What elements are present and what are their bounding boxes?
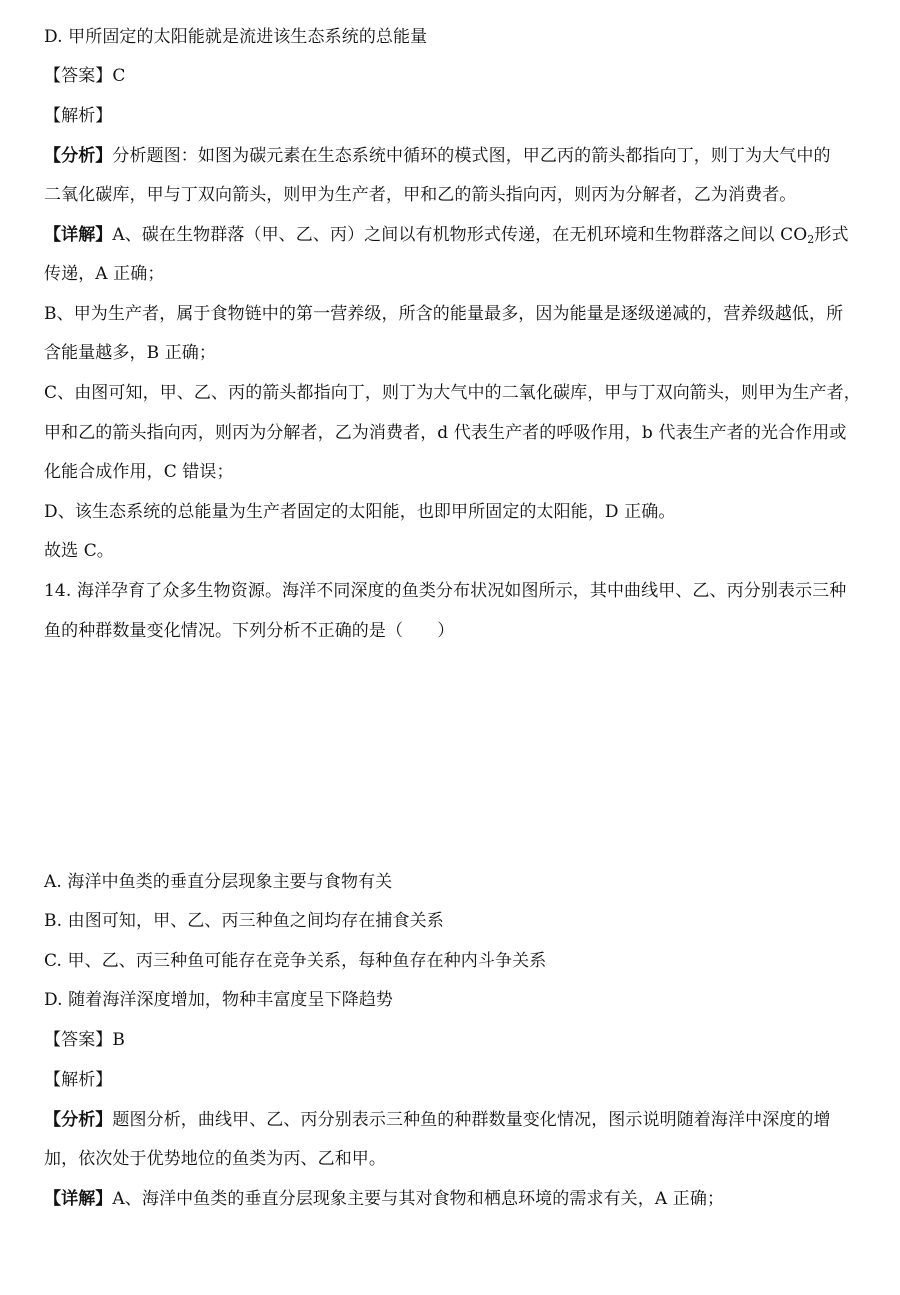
answer-tag: 【答案】: [44, 66, 113, 86]
q14-stem-line-1: 14. 海洋孕育了众多生物资源。海洋不同深度的鱼类分布状况如图所示，其中曲线甲、乙、丙分别表示三种: [44, 581, 847, 601]
fenxi-tag: 【分析】: [44, 146, 113, 166]
q14-stem-line-2: 鱼的种群数量变化情况。下列分析不正确的是（ ）: [44, 621, 455, 641]
q13-fenxi-line-1: [44, 145, 831, 167]
figure-placeholder: [44, 662, 856, 862]
q13-option-d: D. 甲所固定的太阳能就是流进该生态系统的总能量: [44, 27, 428, 47]
co2-subscript: 2: [807, 233, 815, 246]
q13-conclusion: 故选 C。: [44, 541, 114, 561]
q13-xiangjie-c-line-1: C、由图可知，甲、乙、丙的箭头都指向丁，则丁为大气中的二氧化碳库，甲与丁双向箭头，则甲为生产者，: [44, 383, 861, 403]
q14-option-c: C. 甲、乙、丙三种鱼可能存在竞争关系，每种鱼存在种内斗争关系: [44, 951, 547, 971]
xiangjie-a-text: A、碳在生物群落（甲、乙、丙）之间以有机物形式传递，在无机环境和生物群落之间以 CO: [112, 225, 808, 245]
answer-tag: 【答案】: [44, 1030, 113, 1050]
q14-option-d: D. 随着海洋深度增加，物种丰富度呈下降趋势: [44, 990, 394, 1010]
q13-xiangjie-c-line-2: 甲和乙的箭头指向丙，则丙为分解者，乙为消费者，d 代表生产者的呼吸作用，b 代表生产者的光合作用或: [44, 423, 847, 443]
q13-xiangjie-a-line-2: 传递，A 正确；: [44, 264, 165, 284]
fenxi-tag: 【分析】: [44, 1110, 113, 1130]
q14-answer: [44, 1029, 125, 1051]
q14-xiangjie-a: [44, 1188, 724, 1210]
q13-xiangjie-b-line-1: B、甲为生产者，属于食物链中的第一营养级，所含的能量最多，因为能量是逐级递减的，营养级越低，所: [44, 304, 844, 324]
q13-xiangjie-c-line-3: 化能合成作用，C 错误；: [44, 462, 234, 482]
q13-xiangjie-d: D、该生态系统的总能量为生产者固定的太阳能，也即甲所固定的太阳能，D 正确。: [44, 502, 676, 522]
answer-value: B: [112, 1030, 125, 1050]
q13-fenxi-line-2: 二氧化碳库，甲与丁双向箭头，则甲为生产者，甲和乙的箭头指向丙，则丙为分解者，乙为消费者。: [44, 185, 797, 205]
q14-option-a: A. 海洋中鱼类的垂直分层现象主要与食物有关: [44, 872, 393, 892]
xiangjie-tag: 【详解】: [44, 225, 113, 245]
xiangjie-tag: 【详解】: [44, 1189, 113, 1209]
q14-fenxi-line-2: 加，依次处于优势地位的鱼类为丙、乙和甲。: [44, 1149, 386, 1169]
q14-analysis-heading: 【解析】: [44, 1070, 113, 1090]
fenxi-text: 分析题图：如图为碳元素在生态系统中循环的模式图，甲乙丙的箭头都指向丁，则丁为大气中的: [112, 146, 831, 166]
q13-xiangjie-a-line-1: [44, 224, 849, 251]
q13-xiangjie-b-line-2: 含能量越多，B 正确；: [44, 343, 216, 363]
q14-fenxi-line-1: [44, 1109, 831, 1131]
fenxi-text: 题图分析，曲线甲、乙、丙分别表示三种鱼的种群数量变化情况，图示说明随着海洋中深度的增: [112, 1110, 831, 1130]
q14-option-b: B. 由图可知，甲、乙、丙三种鱼之间均存在捕食关系: [44, 911, 444, 931]
answer-value: C: [112, 66, 126, 86]
q13-answer: [44, 65, 126, 87]
xiangjie-a-text-end: 形式: [814, 225, 849, 245]
q13-analysis-heading: 【解析】: [44, 106, 113, 126]
xiangjie-a-text: A、海洋中鱼类的垂直分层现象主要与其对食物和栖息环境的需求有关，A 正确；: [112, 1189, 725, 1209]
